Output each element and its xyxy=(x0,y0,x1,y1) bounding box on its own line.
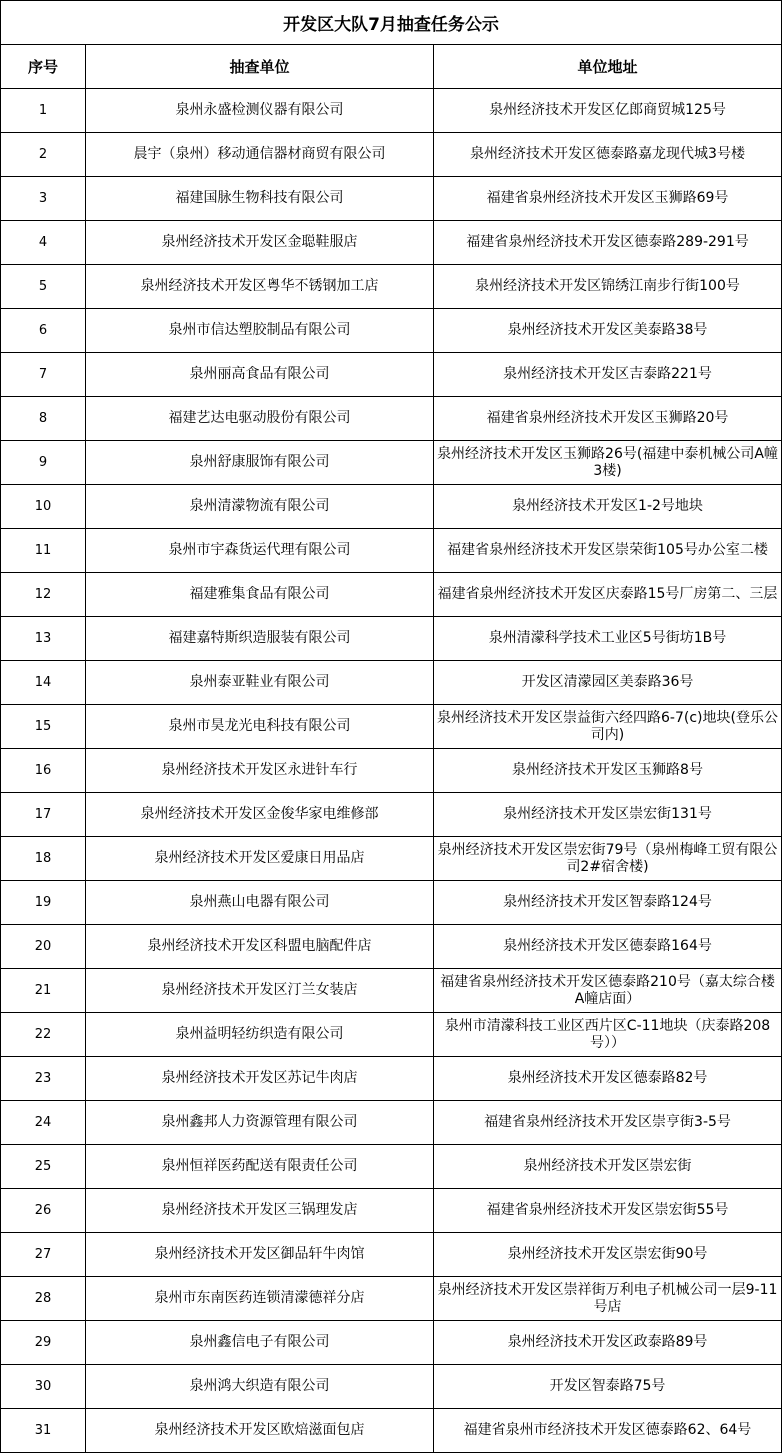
unit-cell: 泉州经济技术开发区欧焙滋面包店 xyxy=(86,1409,434,1453)
seq-cell: 17 xyxy=(1,793,86,837)
seq-cell: 2 xyxy=(1,133,86,177)
seq-cell: 1 xyxy=(1,89,86,133)
seq-cell: 19 xyxy=(1,881,86,925)
address-cell: 福建省泉州经济技术开发区玉狮路20号 xyxy=(434,397,782,441)
address-cell: 福建省泉州经济技术开发区德泰路289-291号 xyxy=(434,221,782,265)
seq-cell: 13 xyxy=(1,617,86,661)
title-row xyxy=(1,1,782,45)
table-row xyxy=(1,1233,782,1277)
table-row xyxy=(1,1409,782,1453)
table-row xyxy=(1,309,782,353)
table-row xyxy=(1,749,782,793)
unit-cell: 泉州市信达塑胶制品有限公司 xyxy=(86,309,434,353)
address-cell: 福建省泉州经济技术开发区崇宏街55号 xyxy=(434,1189,782,1233)
table-row xyxy=(1,1013,782,1057)
table-row xyxy=(1,1189,782,1233)
address-cell: 泉州经济技术开发区德泰路164号 xyxy=(434,925,782,969)
unit-cell: 泉州经济技术开发区御品轩牛肉馆 xyxy=(86,1233,434,1277)
unit-cell: 泉州舒康服饰有限公司 xyxy=(86,441,434,485)
seq-cell: 27 xyxy=(1,1233,86,1277)
address-cell: 泉州经济技术开发区崇宏街131号 xyxy=(434,793,782,837)
table-row xyxy=(1,1145,782,1189)
seq-cell: 4 xyxy=(1,221,86,265)
seq-cell: 24 xyxy=(1,1101,86,1145)
seq-cell: 16 xyxy=(1,749,86,793)
address-cell: 泉州经济技术开发区锦绣江南步行街100号 xyxy=(434,265,782,309)
table-row xyxy=(1,133,782,177)
seq-cell: 31 xyxy=(1,1409,86,1453)
address-cell: 泉州经济技术开发区玉狮路26号(福建中泰机械公司A幢3楼) xyxy=(434,441,782,485)
unit-cell: 泉州永盛检测仪器有限公司 xyxy=(86,89,434,133)
address-cell: 泉州经济技术开发区智泰路124号 xyxy=(434,881,782,925)
unit-cell: 泉州经济技术开发区金俊华家电维修部 xyxy=(86,793,434,837)
address-cell: 泉州经济技术开发区崇宏街90号 xyxy=(434,1233,782,1277)
unit-cell: 泉州市宇森货运代理有限公司 xyxy=(86,529,434,573)
seq-cell: 25 xyxy=(1,1145,86,1189)
address-cell: 开发区智泰路75号 xyxy=(434,1365,782,1409)
page-title: 开发区大队7月抽查任务公示 xyxy=(1,1,782,45)
address-cell: 泉州经济技术开发区美泰路38号 xyxy=(434,309,782,353)
table-row xyxy=(1,441,782,485)
address-cell: 福建省泉州经济技术开发区崇亨街3-5号 xyxy=(434,1101,782,1145)
unit-cell: 泉州恒祥医药配送有限责任公司 xyxy=(86,1145,434,1189)
unit-cell: 泉州鑫信电子有限公司 xyxy=(86,1321,434,1365)
table-row xyxy=(1,573,782,617)
address-cell: 泉州经济技术开发区崇宏街 xyxy=(434,1145,782,1189)
address-cell: 泉州经济技术开发区崇益街六经四路6-7(c)地块(登乐公司内) xyxy=(434,705,782,749)
unit-cell: 泉州经济技术开发区三锅理发店 xyxy=(86,1189,434,1233)
seq-cell: 22 xyxy=(1,1013,86,1057)
unit-cell: 泉州经济技术开发区汀兰女装店 xyxy=(86,969,434,1013)
seq-cell: 7 xyxy=(1,353,86,397)
header-row xyxy=(1,45,782,89)
address-cell: 福建省泉州市经济技术开发区德泰路62、64号 xyxy=(434,1409,782,1453)
address-cell: 泉州经济技术开发区吉泰路221号 xyxy=(434,353,782,397)
seq-cell: 18 xyxy=(1,837,86,881)
address-cell: 泉州经济技术开发区德泰路82号 xyxy=(434,1057,782,1101)
unit-cell: 福建艺达电驱动股份有限公司 xyxy=(86,397,434,441)
unit-cell: 泉州经济技术开发区粤华不锈钢加工店 xyxy=(86,265,434,309)
column-header-seq: 序号 xyxy=(1,45,86,89)
unit-cell: 泉州泰亚鞋业有限公司 xyxy=(86,661,434,705)
seq-cell: 21 xyxy=(1,969,86,1013)
seq-cell: 30 xyxy=(1,1365,86,1409)
seq-cell: 14 xyxy=(1,661,86,705)
address-cell: 开发区清濛园区美泰路36号 xyxy=(434,661,782,705)
unit-cell: 泉州清濛物流有限公司 xyxy=(86,485,434,529)
unit-cell: 泉州经济技术开发区爱康日用品店 xyxy=(86,837,434,881)
address-cell: 泉州经济技术开发区崇宏街79号（泉州梅峰工贸有限公司2#宿舍楼) xyxy=(434,837,782,881)
seq-cell: 8 xyxy=(1,397,86,441)
seq-cell: 10 xyxy=(1,485,86,529)
table-row xyxy=(1,1365,782,1409)
address-cell: 福建省泉州经济技术开发区庆泰路15号厂房第二、三层 xyxy=(434,573,782,617)
unit-cell: 泉州市东南医药连锁清濛德祥分店 xyxy=(86,1277,434,1321)
seq-cell: 6 xyxy=(1,309,86,353)
table-row xyxy=(1,397,782,441)
table-row xyxy=(1,89,782,133)
table-row xyxy=(1,881,782,925)
table-row xyxy=(1,265,782,309)
unit-cell: 晨宇（泉州）移动通信器材商贸有限公司 xyxy=(86,133,434,177)
unit-cell: 福建国脉生物科技有限公司 xyxy=(86,177,434,221)
address-cell: 福建省泉州经济技术开发区玉狮路69号 xyxy=(434,177,782,221)
table-row xyxy=(1,793,782,837)
unit-cell: 泉州经济技术开发区金聪鞋服店 xyxy=(86,221,434,265)
seq-cell: 15 xyxy=(1,705,86,749)
table-row xyxy=(1,617,782,661)
table-row xyxy=(1,969,782,1013)
table-row xyxy=(1,353,782,397)
address-cell: 泉州市清濛科技工业区西片区C-11地块（庆泰路208号）） xyxy=(434,1013,782,1057)
unit-cell: 泉州鸿大织造有限公司 xyxy=(86,1365,434,1409)
seq-cell: 11 xyxy=(1,529,86,573)
table-row xyxy=(1,837,782,881)
unit-cell: 福建雅集食品有限公司 xyxy=(86,573,434,617)
unit-cell: 泉州鑫邦人力资源管理有限公司 xyxy=(86,1101,434,1145)
unit-cell: 泉州经济技术开发区永进针车行 xyxy=(86,749,434,793)
seq-cell: 5 xyxy=(1,265,86,309)
table-row xyxy=(1,221,782,265)
table-row xyxy=(1,1321,782,1365)
unit-cell: 泉州益明轻纺织造有限公司 xyxy=(86,1013,434,1057)
seq-cell: 26 xyxy=(1,1189,86,1233)
unit-cell: 泉州经济技术开发区苏记牛肉店 xyxy=(86,1057,434,1101)
table-row xyxy=(1,177,782,221)
address-cell: 泉州经济技术开发区亿郎商贸城125号 xyxy=(434,89,782,133)
table-row xyxy=(1,1101,782,1145)
unit-cell: 泉州经济技术开发区科盟电脑配件店 xyxy=(86,925,434,969)
seq-cell: 28 xyxy=(1,1277,86,1321)
table-row xyxy=(1,529,782,573)
seq-cell: 23 xyxy=(1,1057,86,1101)
table-row xyxy=(1,925,782,969)
unit-cell: 泉州燕山电器有限公司 xyxy=(86,881,434,925)
unit-cell: 泉州市昊龙光电科技有限公司 xyxy=(86,705,434,749)
address-cell: 泉州经济技术开发区德泰路嘉龙现代城3号楼 xyxy=(434,133,782,177)
seq-cell: 12 xyxy=(1,573,86,617)
address-cell: 泉州经济技术开发区政泰路89号 xyxy=(434,1321,782,1365)
address-cell: 泉州清濛科学技术工业区5号街坊1B号 xyxy=(434,617,782,661)
table-row xyxy=(1,1057,782,1101)
table-row xyxy=(1,661,782,705)
address-cell: 福建省泉州经济技术开发区德泰路210号（嘉太综合楼A幢店面） xyxy=(434,969,782,1013)
seq-cell: 20 xyxy=(1,925,86,969)
unit-cell: 福建嘉特斯织造服装有限公司 xyxy=(86,617,434,661)
seq-cell: 29 xyxy=(1,1321,86,1365)
seq-cell: 3 xyxy=(1,177,86,221)
table-body xyxy=(1,89,782,1453)
address-cell: 泉州经济技术开发区崇祥街万利电子机械公司一层9-11号店 xyxy=(434,1277,782,1321)
address-cell: 泉州经济技术开发区玉狮路8号 xyxy=(434,749,782,793)
address-cell: 福建省泉州经济技术开发区崇荣街105号办公室二楼 xyxy=(434,529,782,573)
seq-cell: 9 xyxy=(1,441,86,485)
column-header-address: 单位地址 xyxy=(434,45,782,89)
address-cell: 泉州经济技术开发区1-2号地块 xyxy=(434,485,782,529)
table-row xyxy=(1,485,782,529)
column-header-unit: 抽查单位 xyxy=(86,45,434,89)
table-row xyxy=(1,1277,782,1321)
unit-cell: 泉州丽高食品有限公司 xyxy=(86,353,434,397)
table-row xyxy=(1,705,782,749)
